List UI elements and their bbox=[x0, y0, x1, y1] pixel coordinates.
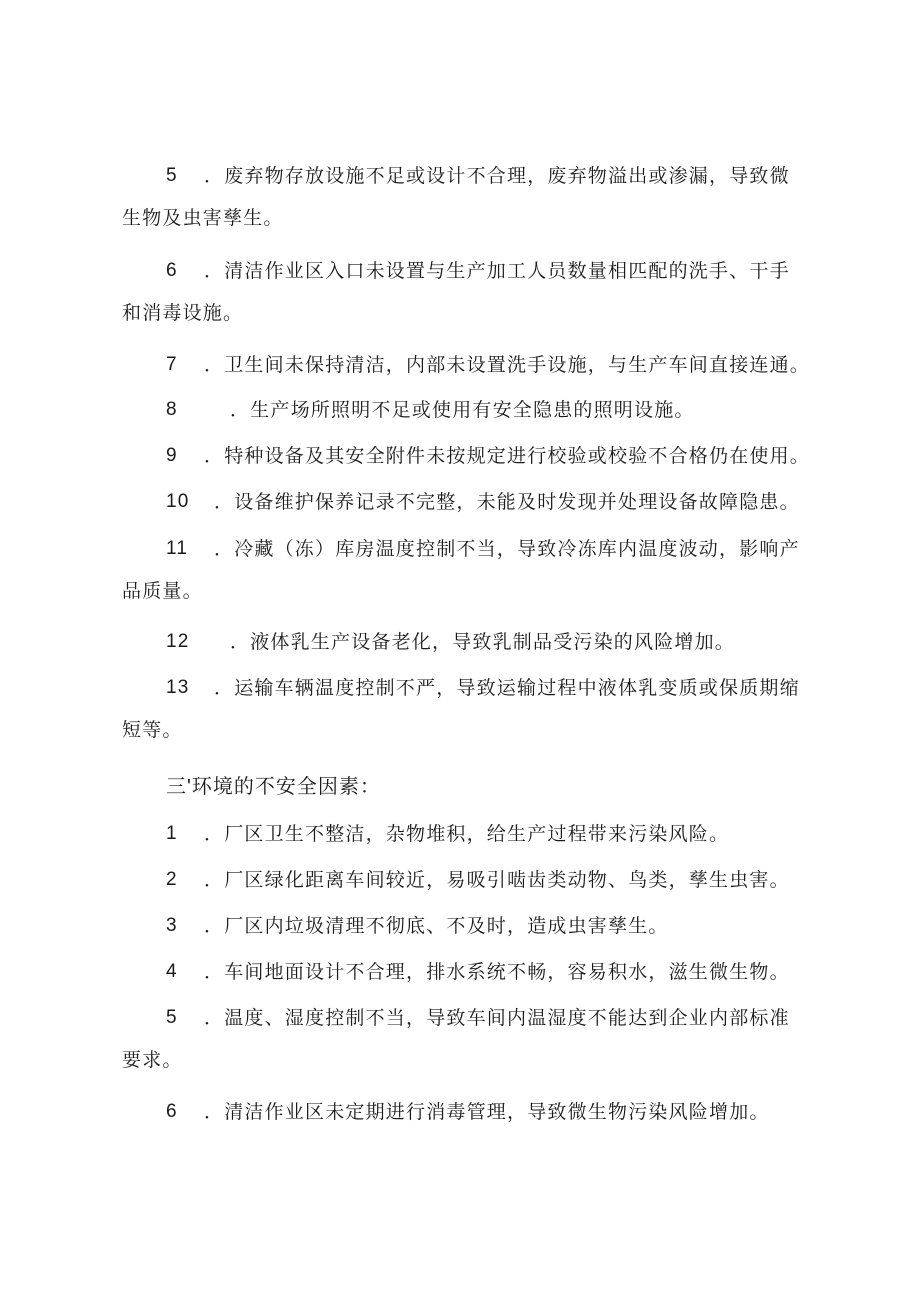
item-text-continuation: 短等。 bbox=[122, 719, 183, 741]
item-text: ．厂区卫生不整洁，杂物堆积，给生产过程带来污染风险。 bbox=[204, 823, 730, 845]
item-text: ．运输车辆温度控制不严，导致运输过程中液体乳变质或保质期缩 bbox=[214, 677, 800, 699]
item-text: ．车间地面设计不合理，排水系统不畅，容易积水，滋生微生物。 bbox=[204, 961, 790, 983]
list-item bbox=[122, 481, 822, 523]
list-item bbox=[122, 813, 822, 855]
list-item bbox=[122, 667, 822, 751]
item-text: ．卫生间未保持清洁，内部未设置洗手设施，与生产车间直接连通。 bbox=[204, 354, 811, 376]
item-text: ．液体乳生产设备老化，导致乳制品受污染的风险增加。 bbox=[230, 631, 736, 653]
item-text: ．厂区绿化距离车间较近，易吸引啮齿类动物、鸟类，孳生虫害。 bbox=[204, 869, 790, 891]
list-item bbox=[122, 155, 822, 239]
item-text: ．清洁作业区入口未设置与生产加工人员数量相匹配的洗手、干手 bbox=[204, 260, 790, 282]
item-number: 9 bbox=[166, 445, 178, 466]
list-item bbox=[122, 859, 822, 901]
item-text-continuation: 品质量。 bbox=[122, 580, 203, 602]
item-number: 8 bbox=[166, 399, 178, 420]
list-item bbox=[122, 1091, 822, 1133]
item-number: 2 bbox=[166, 869, 178, 890]
item-number: 7 bbox=[166, 354, 178, 375]
item-number: 6 bbox=[166, 1101, 178, 1122]
item-text: ．设备维护保养记录不完整，未能及时发现并处理设备故障隐患。 bbox=[214, 491, 800, 513]
item-number: 4 bbox=[166, 961, 178, 982]
item-number: 5 bbox=[166, 165, 178, 186]
item-number: 5 bbox=[166, 1007, 178, 1028]
item-text: ．温度、湿度控制不当，导致车间内温湿度不能达到企业内部标准 bbox=[204, 1007, 790, 1029]
item-text: ．厂区内垃圾清理不彻底、不及时，造成虫害孳生。 bbox=[204, 915, 669, 937]
list-item bbox=[122, 344, 822, 386]
item-text: ．废弃物存放设施不足或设计不合理，废弃物溢出或渗漏，导致微 bbox=[204, 165, 790, 187]
list-item bbox=[122, 528, 822, 612]
item-text-continuation: 和消毒设施。 bbox=[122, 302, 244, 324]
list-item bbox=[122, 621, 822, 663]
item-number: 10 bbox=[166, 491, 190, 512]
section-heading: 三'环境的不安全因素： bbox=[166, 776, 381, 798]
item-number: 11 bbox=[166, 538, 189, 559]
item-number: 3 bbox=[166, 915, 178, 936]
item-text: ．生产场所照明不足或使用有安全隐患的照明设施。 bbox=[230, 399, 695, 421]
item-number: 13 bbox=[166, 677, 190, 698]
item-text: ．特种设备及其安全附件未按规定进行校验或校验不合格仍在使用。 bbox=[204, 445, 811, 467]
list-item bbox=[122, 997, 822, 1081]
item-number: 1 bbox=[166, 823, 178, 844]
item-text: ．冷藏（冻）库房温度控制不当，导致冷冻库内温度波动，影响产 bbox=[214, 538, 800, 560]
list-item bbox=[122, 951, 822, 993]
item-number: 12 bbox=[166, 631, 190, 652]
item-text: ．清洁作业区未定期进行消毒管理，导致微生物污染风险增加。 bbox=[204, 1101, 770, 1123]
list-item bbox=[122, 435, 822, 477]
list-item bbox=[122, 389, 822, 431]
list-item bbox=[122, 905, 822, 947]
item-text-continuation: 要求。 bbox=[122, 1049, 183, 1071]
item-number: 6 bbox=[166, 260, 178, 281]
list-item bbox=[122, 250, 822, 334]
item-text-continuation: 生物及虫害孳生。 bbox=[122, 207, 284, 229]
